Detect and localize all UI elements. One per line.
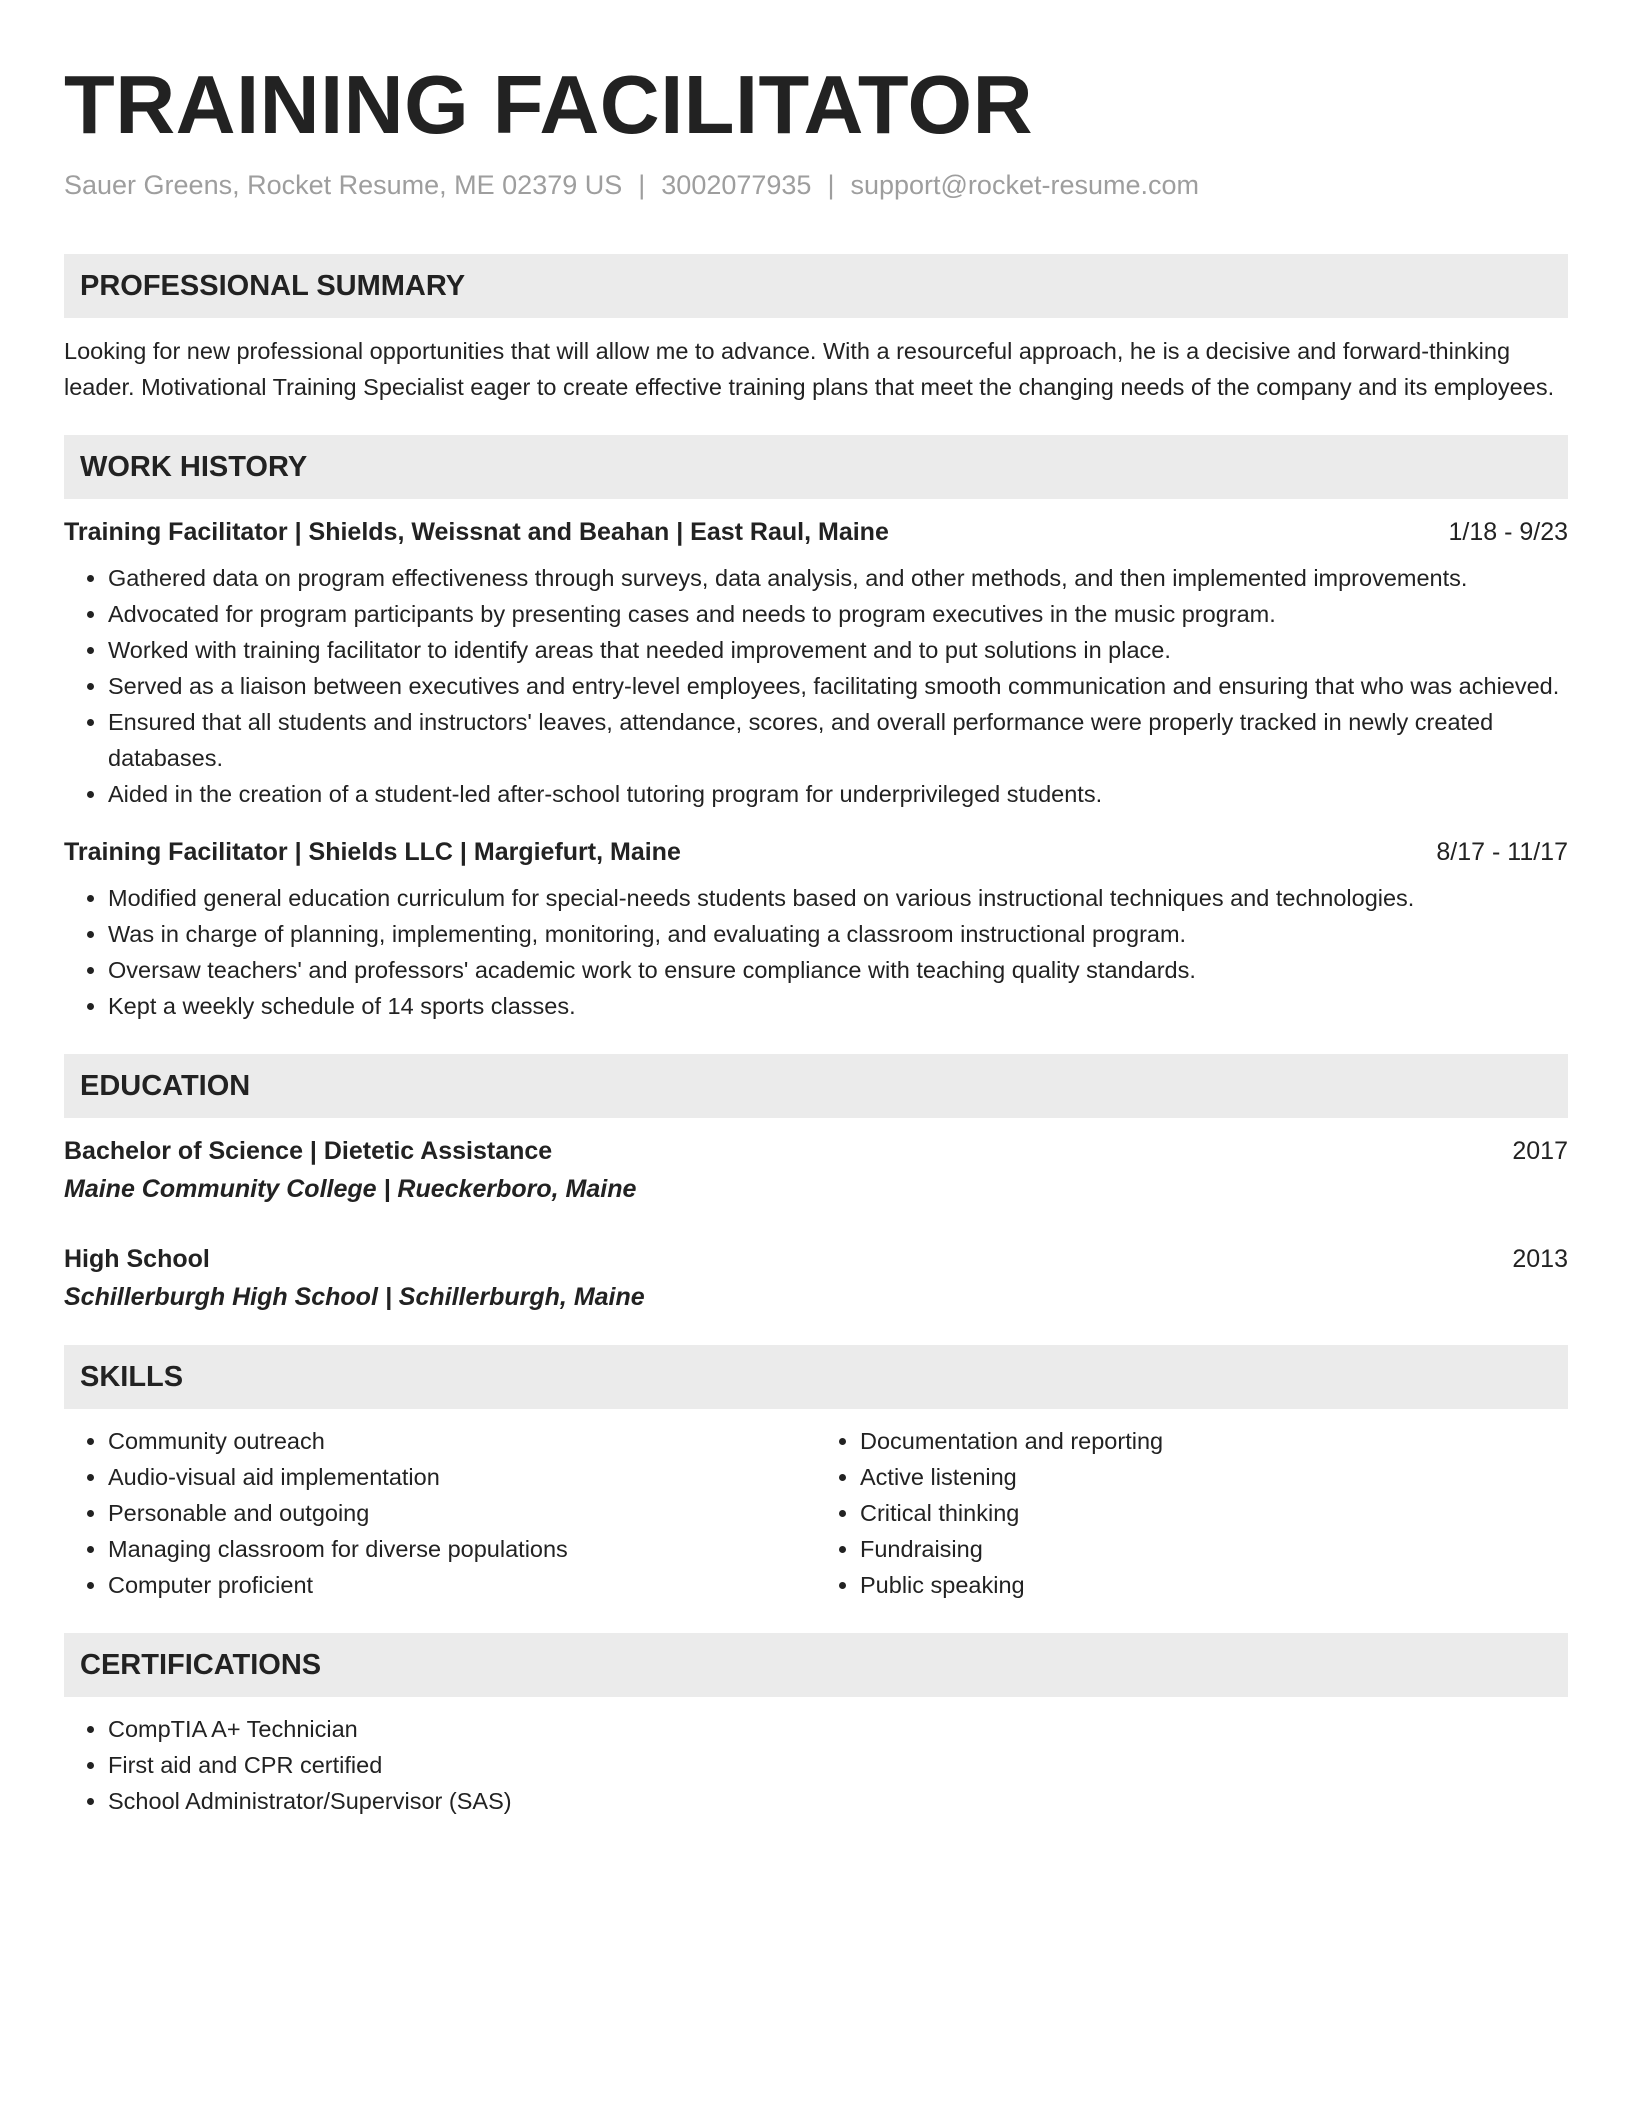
list-item: • CompTIA A+ Technician: [108, 1711, 1568, 1747]
list-item: • Aided in the creation of a student-led after-school tutoring program for underprivileged students.: [108, 776, 1568, 812]
education-header: [64, 1133, 1568, 1169]
education-school: Maine Community College | Rueckerboro, Maine: [64, 1175, 637, 1203]
work-history-heading: WORK HISTORY: [64, 435, 1568, 499]
job-title: Training Facilitator | Shields, Weissnat and Beahan | East Raul, Maine: [64, 518, 889, 546]
contact-phone: 3002077935: [661, 170, 812, 200]
education-heading: EDUCATION: [64, 1054, 1568, 1118]
list-item: • Managing classroom for diverse populations: [108, 1531, 816, 1567]
list-item: • Active listening: [860, 1459, 1568, 1495]
job-entry: [64, 834, 1568, 1024]
contact-email: support@rocket-resume.com: [850, 170, 1199, 200]
contact-separator: |: [827, 170, 835, 200]
contact-separator: |: [638, 170, 646, 200]
certifications-section: [64, 1633, 1568, 1819]
list-item: • Modified general education curriculum for special-needs students based on various instructional techniques and technologies.: [108, 880, 1568, 916]
summary-text: Looking for new professional opportunities that will allow me to advance. With a resourceful approach, he is a decisive and forward-thinking leader. Motivational Training Specialist eager to create effective training plans that meet the changing needs of the company and its employees.: [64, 338, 1555, 400]
list-item: • Served as a liaison between executives and entry-level employees, facilitating smooth communication and ensuring that who was achieved.: [108, 668, 1568, 704]
contact-address: Sauer Greens, Rocket Resume, ME 02379 US: [64, 170, 623, 200]
education-header: [64, 1241, 1568, 1277]
list-item: • Kept a weekly schedule of 14 sports classes.: [108, 988, 1568, 1024]
skills-section: [64, 1345, 1568, 1603]
list-item: • Documentation and reporting: [860, 1423, 1568, 1459]
job-header: [64, 514, 1568, 550]
education-year: 2013: [1512, 1245, 1568, 1273]
certifications-heading: CERTIFICATIONS: [64, 1633, 1568, 1697]
list-item: • Ensured that all students and instructors' leaves, attendance, scores, and overall performance were properly tracked in newly created databases.: [108, 704, 1568, 776]
work-history-section: [64, 435, 1568, 1024]
list-item: • Was in charge of planning, implementing, monitoring, and evaluating a classroom instructional program.: [108, 916, 1568, 952]
list-item: • Worked with training facilitator to identify areas that needed improvement and to put solutions in place.: [108, 632, 1568, 668]
job-dates: 8/17 - 11/17: [1436, 838, 1568, 866]
education-entry: [64, 1241, 1568, 1315]
education-degree: Bachelor of Science | Dietetic Assistance: [64, 1137, 553, 1165]
education-section: [64, 1054, 1568, 1315]
job-bullets: [64, 560, 1568, 812]
job-header: [64, 834, 1568, 870]
job-dates: 1/18 - 9/23: [1448, 518, 1568, 546]
certifications-list: [64, 1711, 1568, 1819]
education-degree: High School: [64, 1245, 210, 1273]
education-year: 2017: [1512, 1137, 1568, 1165]
list-item: • Advocated for program participants by presenting cases and needs to program executives in the music program.: [108, 596, 1568, 632]
education-entry: [64, 1133, 1568, 1207]
list-item: • Gathered data on program effectiveness through surveys, data analysis, and other methods, and then implemented improvements.: [108, 560, 1568, 596]
skills-list-left: [64, 1423, 816, 1603]
skills-heading: SKILLS: [64, 1345, 1568, 1409]
list-item: • Oversaw teachers' and professors' academic work to ensure compliance with teaching quality standards.: [108, 952, 1568, 988]
list-item: • Computer proficient: [108, 1567, 816, 1603]
job-entry: [64, 514, 1568, 812]
skills-list-right: [816, 1423, 1568, 1603]
summary-section: [64, 254, 1568, 405]
skills-grid: [64, 1423, 1568, 1603]
list-item: • Audio-visual aid implementation: [108, 1459, 816, 1495]
contact-line: [64, 168, 1568, 202]
list-item: • Personable and outgoing: [108, 1495, 816, 1531]
candidate-name: TRAINING FACILITATOR: [64, 58, 1034, 151]
list-item: • School Administrator/Supervisor (SAS): [108, 1783, 1568, 1819]
summary-heading: PROFESSIONAL SUMMARY: [64, 254, 1568, 318]
list-item: • Critical thinking: [860, 1495, 1568, 1531]
list-item: • First aid and CPR certified: [108, 1747, 1568, 1783]
job-title: Training Facilitator | Shields LLC | Margiefurt, Maine: [64, 838, 681, 866]
education-school: Schillerburgh High School | Schillerburgh, Maine: [64, 1283, 645, 1311]
list-item: • Fundraising: [860, 1531, 1568, 1567]
list-item: • Public speaking: [860, 1567, 1568, 1603]
list-item: • Community outreach: [108, 1423, 816, 1459]
job-bullets: [64, 880, 1568, 1024]
